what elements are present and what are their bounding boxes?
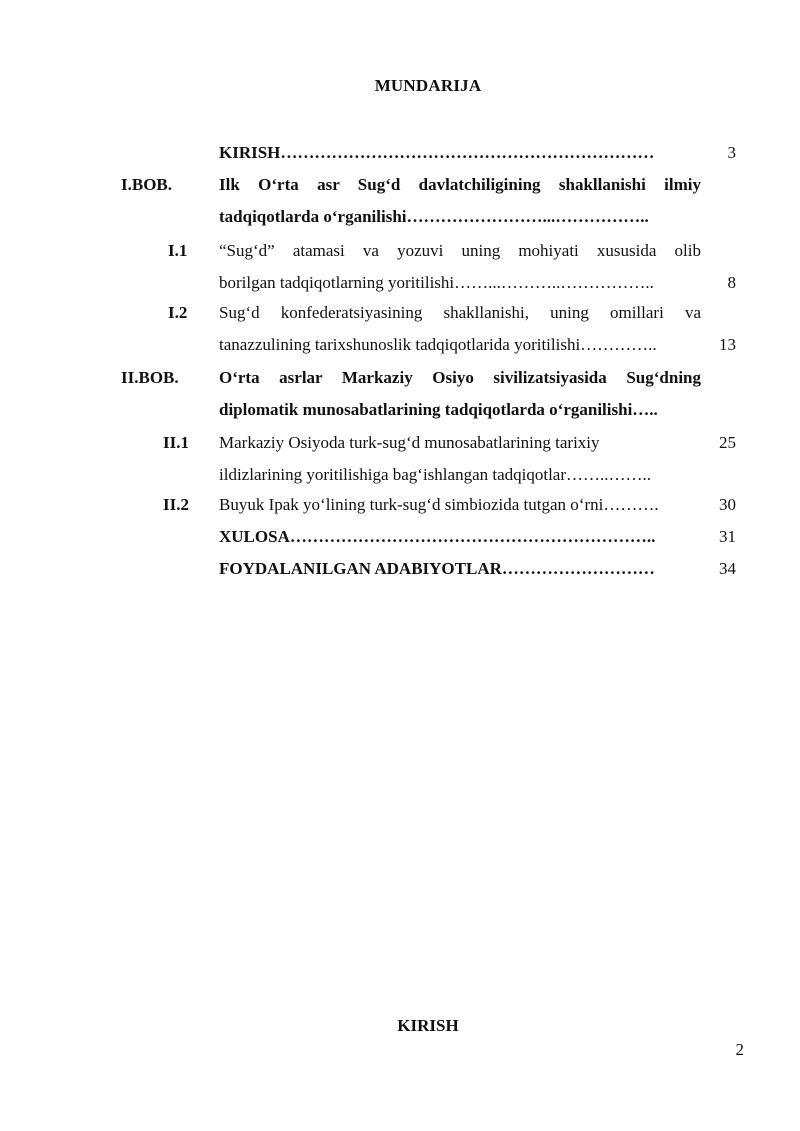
section-number: II.2 [163, 495, 189, 514]
toc-entry-label-cont: tadqiqotlarda o‘rganilishi……………………...…………….. [219, 207, 649, 226]
toc-entry-label: KIRISH………………………………………………………… [219, 143, 655, 162]
toc-page-number: 30 [719, 495, 736, 514]
toc-entry-label: FOYDALANILGAN ADABIYOTLAR……………………… [219, 559, 655, 578]
toc-entry-label-cont: tanazzulining tarixshunoslik tadqiqotlarida yoritilishi………….. [219, 335, 657, 354]
section-number: I.1 [168, 241, 188, 260]
page-number: 2 [735, 1040, 744, 1059]
toc-page-number: 25 [719, 433, 736, 452]
toc-page-number: 13 [719, 335, 736, 354]
chapter-number: II.BOB. [121, 368, 179, 387]
toc-entry-label: Markaziy Osiyoda turk-sug‘d munosabatlarining tarixiy [219, 433, 600, 452]
toc-entry-label: Sug‘d konfederatsiyasining shakllanishi, uning omillari va [219, 303, 701, 322]
toc-title: MUNDARIJA [374, 76, 482, 95]
toc-page-number: 31 [719, 527, 736, 546]
section-number: I.2 [168, 303, 188, 322]
toc-entry-label: Buyuk Ipak yo‘lining turk-sug‘d simbiozida tutgan o‘rni………. [219, 495, 659, 514]
chapter-number: I.BOB. [121, 175, 173, 194]
toc-entry-label: O‘rta asrlar Markaziy Osiyo sivilizatsiyasida Sug‘dning [219, 368, 701, 387]
section-number: II.1 [163, 433, 189, 452]
toc-page-number: 34 [719, 559, 736, 578]
toc-entry-label-cont: ildizlarining yoritilishiga bag‘ishlangan tadqiqotlar……..…….. [219, 465, 652, 484]
toc-entry-label: “Sug‘d” atamasi va yozuvi uning mohiyati xususida olib [219, 241, 701, 260]
toc-page-number: 8 [727, 273, 736, 292]
section-heading-kirish: KIRISH [397, 1016, 459, 1035]
toc-entry-label-cont: diplomatik munosabatlarining tadqiqotlarda o‘rganilishi….. [219, 400, 658, 419]
toc-entry-label: Ilk O‘rta asr Sug‘d davlatchiligining shakllanishi ilmiy [219, 175, 701, 194]
toc-entry-label-cont: borilgan tadqiqotlarning yoritilishi……...………..…………….. [219, 273, 654, 292]
toc-entry-label: XULOSA……………………………………………………….. [219, 527, 656, 546]
toc-page-number: 3 [727, 143, 736, 162]
